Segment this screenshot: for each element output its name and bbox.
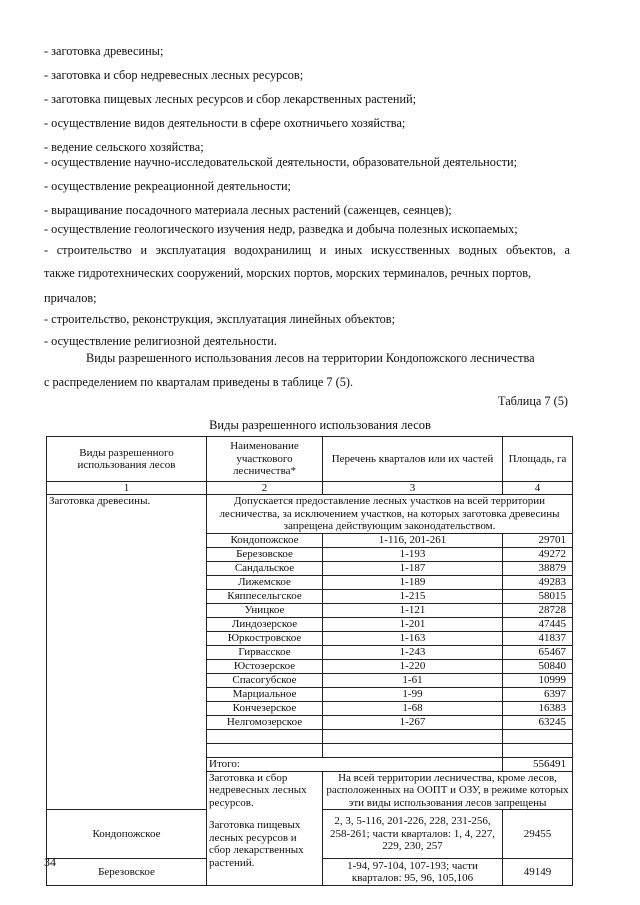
- forestry-cell: Юстозерское: [207, 659, 323, 673]
- forestry-cell: Кончезерское: [207, 701, 323, 715]
- forestry-cell: Гирвасское: [207, 645, 323, 659]
- forestry-cell: [207, 743, 323, 757]
- area-cell: [503, 729, 573, 743]
- table-caption: Виды разрешенного использования лесов: [209, 418, 431, 432]
- forestry-cell: Кондопожское: [207, 533, 323, 547]
- area-cell: 29701: [503, 533, 573, 547]
- column-header: Наименование участкового лесничества*: [207, 437, 323, 482]
- forest-use-table: [46, 436, 573, 886]
- quarters-cell: [323, 729, 503, 743]
- quarters-cell: 1-121: [323, 603, 503, 617]
- use-type-cell: Заготовка древесины.: [47, 495, 207, 810]
- forestry-cell: Уницкое: [207, 603, 323, 617]
- list-item: - строительство и эксплуатация водохранилищ и иных искусственных водных объектов, а: [44, 243, 570, 257]
- note-cell: На всей территории лесничества, кроме лесов, расположенных на ООПТ и ОЗУ, в режиме которых эти виды использования лесов запрещены: [323, 771, 573, 810]
- use-type-cell: [207, 771, 323, 886]
- quarters-cell: [323, 743, 503, 757]
- list-item: - ведение сельского хозяйства;: [44, 140, 204, 154]
- area-cell: 47445: [503, 617, 573, 631]
- forestry-cell: Лижемское: [207, 575, 323, 589]
- column-header: Виды разрешенного использования лесов: [47, 437, 207, 482]
- forestry-cell: Березовское: [207, 547, 323, 561]
- list-item-cont: также гидротехнических сооружений, морских портов, морских терминалов, речных портов,: [44, 266, 532, 280]
- quarters-cell: 1-220: [323, 659, 503, 673]
- area-cell: 58015: [503, 589, 573, 603]
- column-header: Площадь, га: [503, 437, 573, 482]
- area-cell: 50840: [503, 659, 573, 673]
- quarters-cell: 1-267: [323, 715, 503, 729]
- area-cell: 6397: [503, 687, 573, 701]
- area-cell: 28728: [503, 603, 573, 617]
- quarters-cell: 1-61: [323, 673, 503, 687]
- use-type-line: Заготовка пищевых лесных ресурсов и сбор лекарственных растений.: [209, 819, 304, 869]
- area-cell: 41837: [503, 631, 573, 645]
- area-cell: 49272: [503, 547, 573, 561]
- quarters-cell: 1-201: [323, 617, 503, 631]
- list-item: - строительство, реконструкция, эксплуатация линейных объектов;: [44, 312, 396, 326]
- list-item: - заготовка пищевых лесных ресурсов и сбор лекарственных растений;: [44, 92, 417, 106]
- area-cell: 63245: [503, 715, 573, 729]
- forestry-cell: Марциальное: [207, 687, 323, 701]
- area-cell: 29455: [503, 810, 573, 859]
- quarters-cell: 1-189: [323, 575, 503, 589]
- total-label: Итого:: [207, 757, 503, 771]
- list-item: - осуществление религиозной деятельности.: [44, 334, 277, 348]
- use-type-line: Заготовка и сбор недревесных лесных ресурсов.: [209, 771, 307, 809]
- area-cell: 16383: [503, 701, 573, 715]
- column-number: 4: [503, 482, 573, 495]
- area-cell: 10999: [503, 673, 573, 687]
- list-item: - выращивание посадочного материала лесных растений (саженцев, сеянцев);: [44, 203, 452, 217]
- quarters-cell: 1-94, 97-104, 107-193; части кварталов: 95, 96, 105,106: [323, 859, 503, 886]
- area-cell: 38879: [503, 561, 573, 575]
- list-item: - заготовка и сбор недревесных лесных ресурсов;: [44, 68, 304, 82]
- column-number: 1: [47, 482, 207, 495]
- quarters-cell: 1-163: [323, 631, 503, 645]
- area-cell: 65467: [503, 645, 573, 659]
- list-item-cont: причалов;: [44, 291, 97, 305]
- quarters-cell: 1-215: [323, 589, 503, 603]
- forestry-cell: Линдозерское: [207, 617, 323, 631]
- forestry-cell: Кондопожское: [47, 810, 207, 859]
- forestry-cell: Юркостровское: [207, 631, 323, 645]
- forestry-cell: Спасогубское: [207, 673, 323, 687]
- quarters-cell: 1-193: [323, 547, 503, 561]
- list-item: - осуществление видов деятельности в сфере охотничьего хозяйства;: [44, 116, 406, 130]
- area-cell: 49283: [503, 575, 573, 589]
- area-cell: 49149: [503, 859, 573, 886]
- paragraph-line: с распределением по кварталам приведены в таблице 7 (5).: [44, 375, 354, 389]
- forestry-cell: Нелгомозерское: [207, 715, 323, 729]
- column-header: Перечень кварталов или их частей: [323, 437, 503, 482]
- list-item: - осуществление научно-исследовательской деятельности, образовательной деятельности;: [44, 155, 517, 169]
- list-item: - осуществление рекреационной деятельности;: [44, 179, 291, 193]
- list-item: - заготовка древесины;: [44, 44, 164, 58]
- total-value: 556491: [503, 757, 573, 771]
- column-number: 3: [323, 482, 503, 495]
- quarters-cell: 1-68: [323, 701, 503, 715]
- forestry-cell: Сандальское: [207, 561, 323, 575]
- paragraph-line: Виды разрешенного использования лесов на территории Кондопожского лесничества: [86, 351, 535, 365]
- forestry-cell: [207, 729, 323, 743]
- column-number: 2: [207, 482, 323, 495]
- quarters-cell: 1-116, 201-261: [323, 533, 503, 547]
- forestry-cell: Кяппесельгское: [207, 589, 323, 603]
- table-label: Таблица 7 (5): [497, 394, 568, 408]
- list-item: - осуществление геологического изучения недр, разведка и добыча полезных ископаемых;: [44, 222, 518, 236]
- note-cell: Допускается предоставление лесных участков на всей территории лесничества, за исключением участков, на которых заготовка древесины запрещена действующим законодательством.: [207, 495, 573, 534]
- quarters-cell: 1-99: [323, 687, 503, 701]
- page-number: 34: [44, 855, 56, 869]
- quarters-cell: 1-187: [323, 561, 503, 575]
- quarters-cell: 2, 3, 5-116, 201-226, 228, 231-256, 258-261; части кварталов: 1, 4, 227, 229, 230, 257: [323, 810, 503, 859]
- forestry-cell: Березовское: [47, 859, 207, 886]
- quarters-cell: 1-243: [323, 645, 503, 659]
- area-cell: [503, 743, 573, 757]
